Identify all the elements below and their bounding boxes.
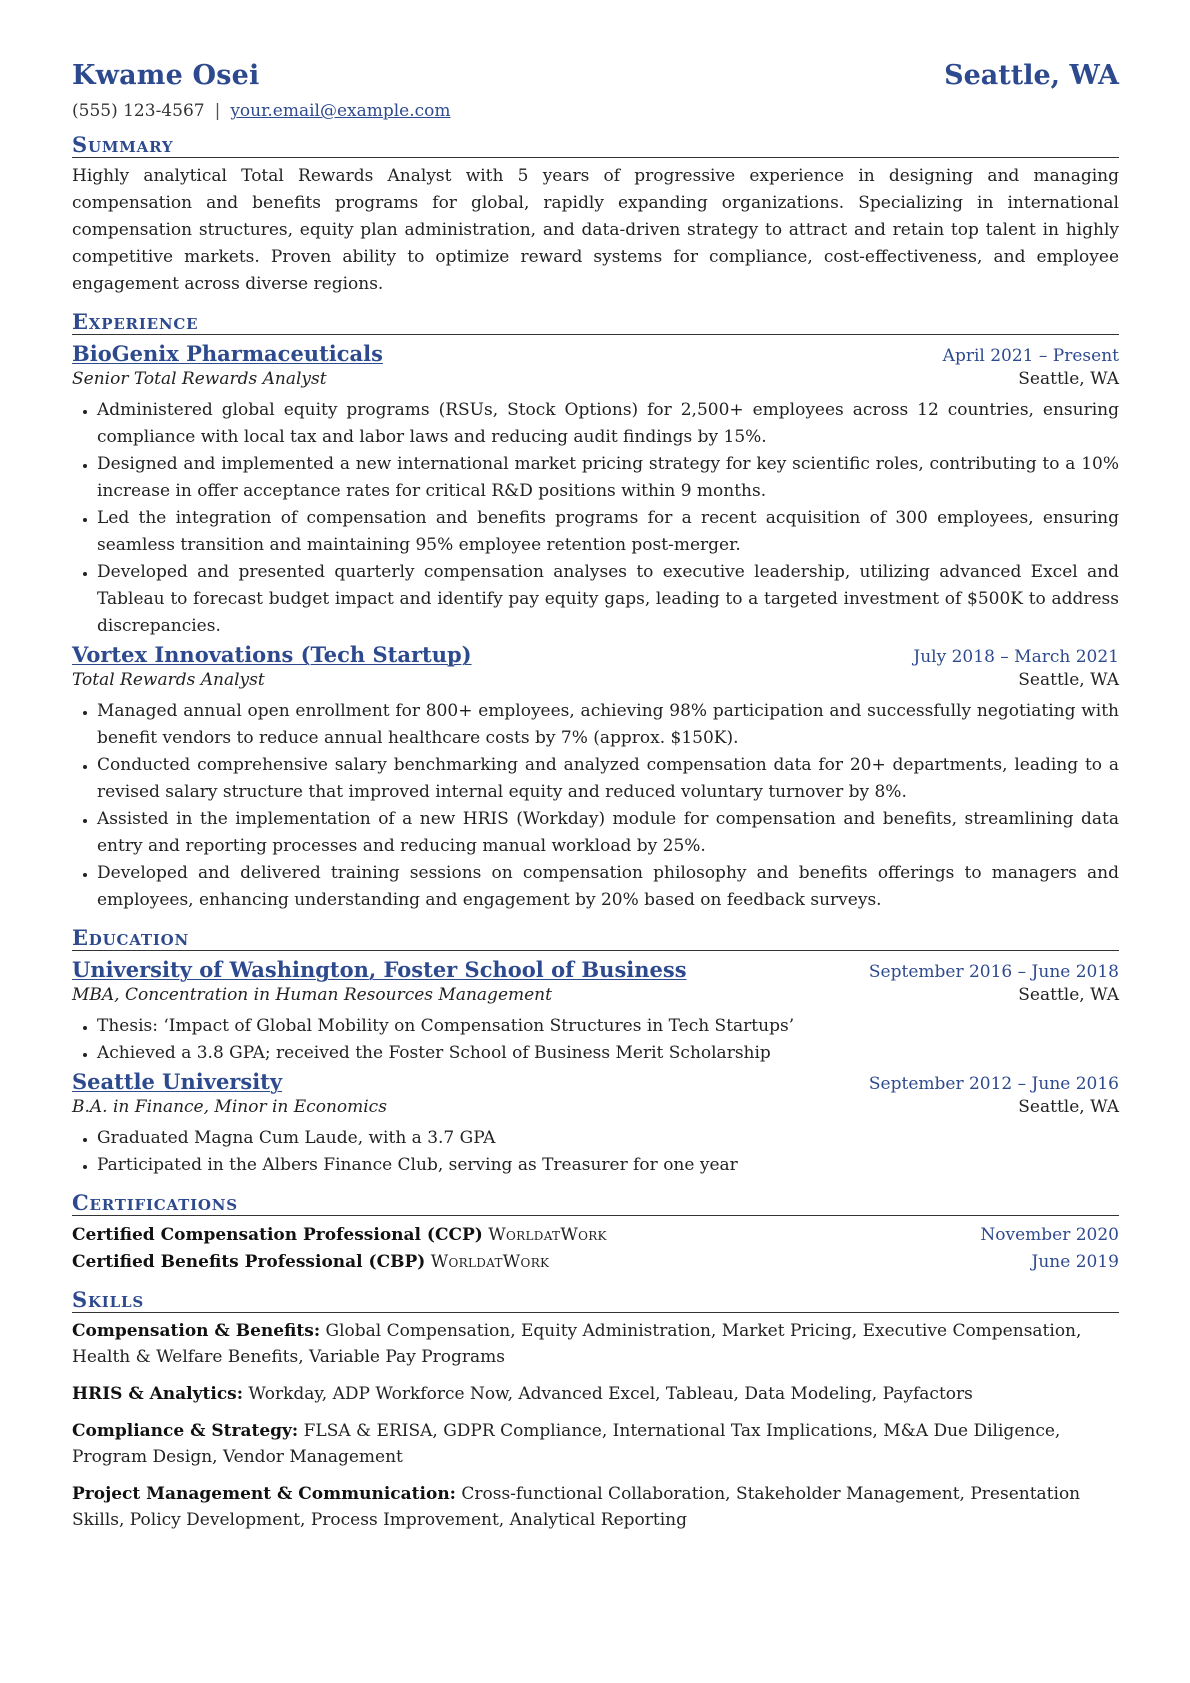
school-name[interactable]: Seattle University	[72, 1069, 283, 1095]
certification-date: November 2020	[980, 1225, 1119, 1246]
certification-item	[72, 1222, 1119, 1249]
education-detail-item: • Participated in the Albers Finance Club, serving as Treasurer for one year	[97, 1152, 1119, 1179]
education-entry	[72, 1069, 1119, 1179]
achievement-item: • Assisted in the implementation of a new HRIS (Workday) module for compensation and benefits, streamlining data entry and reporting processes and reducing manual workload by 25%.	[97, 806, 1119, 860]
degree: B.A. in Finance, Minor in Economics	[72, 1097, 387, 1118]
contact-separator: |	[214, 101, 221, 121]
achievement-list	[72, 397, 1119, 640]
achievement-item: • Led the integration of compensation and benefits programs for a recent acquisition of 300 employees, ensuring seamless transition and maintaining 95% employee retention post-merger.	[97, 505, 1119, 559]
certification-item	[72, 1249, 1119, 1276]
education-detail-item: • Graduated Magna Cum Laude, with a 3.7 GPA	[97, 1125, 1119, 1152]
skill-list: FLSA & ERISA, GDPR Compliance, International Tax Implications, M&A Due Diligence, Program Design, Vendor Management	[72, 1421, 1061, 1468]
certification-issuer: WorldatWork	[488, 1225, 607, 1246]
job-location: Seattle, WA	[1018, 369, 1119, 390]
certification-issuer: WorldatWork	[430, 1252, 550, 1273]
skill-category: Compensation & Benefits:	[72, 1321, 321, 1342]
education-detail-item: • Achieved a 3.8 GPA; received the Foster School of Business Merit Scholarship	[97, 1040, 1119, 1067]
education-detail-list	[72, 1125, 1119, 1179]
achievement-item: • Managed annual open enrollment for 800+ employees, achieving 98% participation and successfully negotiating with benefit vendors to reduce annual healthcare costs by 7% (approx. $150K).	[97, 698, 1119, 752]
section-title-experience: Experience	[72, 310, 1119, 335]
skill-category: HRIS & Analytics:	[72, 1384, 244, 1405]
education-detail-list	[72, 1013, 1119, 1067]
employer-name[interactable]: Vortex Innovations (Tech Startup)	[72, 642, 472, 668]
skill-list: Cross-functional Collaboration, Stakeholder Management, Presentation Skills, Policy Development, Process Improvement, Analytical Reporting	[72, 1484, 1081, 1531]
employer-name[interactable]: BioGenix Pharmaceuticals	[72, 341, 383, 367]
achievement-item: • Administered global equity programs (RSUs, Stock Options) for 2,500+ employees across 12 countries, ensuring compliance with local tax and labor laws and reducing audit findings by 15%.	[97, 397, 1119, 451]
certification-name: Certified Benefits Professional (CBP)	[72, 1252, 426, 1273]
employment-dates: July 2018 – March 2021	[913, 647, 1119, 668]
job-title: Senior Total Rewards Analyst	[72, 369, 327, 390]
summary-text: Highly analytical Total Rewards Analyst with 5 years of progressive experience in designing and managing compensation and benefits programs for global, rapidly expanding organizations. Specializing in international compensation structures, equity plan administration, and data-driven strategy to attract and retain top talent in highly competitive markets. Proven ability to optimize reward systems for compliance, cost-effectiveness, and employee engagement across diverse regions.	[72, 166, 1119, 295]
email-link[interactable]: your.email@example.com	[230, 101, 451, 121]
skill-group	[72, 1418, 1119, 1470]
degree: MBA, Concentration in Human Resources Management	[72, 985, 552, 1006]
section-title-education: Education	[72, 926, 1119, 951]
skill-category: Compliance & Strategy:	[72, 1421, 299, 1442]
skill-group	[72, 1381, 1119, 1407]
skill-group	[72, 1481, 1119, 1533]
certification-name: Certified Compensation Professional (CCP)	[72, 1225, 483, 1246]
experience-entry	[72, 341, 1119, 640]
school-location: Seattle, WA	[1018, 1097, 1119, 1118]
section-title-certifications: Certifications	[72, 1191, 1119, 1216]
skill-list: Global Compensation, Equity Administration, Market Pricing, Executive Compensation, Health & Welfare Benefits, Variable Pay Programs	[72, 1321, 1082, 1368]
candidate-location: Seattle, WA	[944, 60, 1119, 91]
skill-category: Project Management & Communication:	[72, 1484, 456, 1505]
experience-entry	[72, 642, 1119, 914]
education-detail-item: • Thesis: ‘Impact of Global Mobility on Compensation Structures in Tech Startups’	[97, 1013, 1119, 1040]
school-name[interactable]: University of Washington, Foster School of Business	[72, 957, 687, 983]
section-title-summary: Summary	[72, 133, 1119, 158]
achievement-list	[72, 698, 1119, 914]
job-title: Total Rewards Analyst	[72, 670, 265, 691]
achievement-item: • Developed and delivered training sessions on compensation philosophy and benefits offerings to managers and employees, enhancing understanding and engagement by 20% based on feedback surveys.	[97, 860, 1119, 914]
resume-page	[72, 60, 1119, 1533]
certification-list	[72, 1222, 1119, 1276]
employment-dates: April 2021 – Present	[942, 346, 1119, 367]
job-location: Seattle, WA	[1018, 670, 1119, 691]
section-title-skills: Skills	[72, 1288, 1119, 1313]
phone-number: (555) 123-4567	[72, 101, 205, 121]
certification-date: June 2019	[1031, 1252, 1119, 1273]
achievement-item: • Designed and implemented a new international market pricing strategy for key scientific roles, contributing to a 10% increase in offer acceptance rates for critical R&D positions within 9 months.	[97, 451, 1119, 505]
study-dates: September 2016 – June 2018	[868, 962, 1119, 983]
candidate-name: Kwame Osei	[72, 60, 260, 91]
study-dates: September 2012 – June 2016	[868, 1074, 1119, 1095]
contact-line	[72, 101, 1119, 121]
resume-header	[72, 60, 1119, 91]
school-location: Seattle, WA	[1018, 985, 1119, 1006]
skill-group	[72, 1318, 1119, 1370]
achievement-item: • Developed and presented quarterly compensation analyses to executive leadership, utilizing advanced Excel and Tableau to forecast budget impact and identify pay equity gaps, leading to a targeted investment of $500K to address discrepancies.	[97, 559, 1119, 640]
achievement-item: • Conducted comprehensive salary benchmarking and analyzed compensation data for 20+ departments, leading to a revised salary structure that improved internal equity and reduced voluntary turnover by 8%.	[97, 752, 1119, 806]
education-entry	[72, 957, 1119, 1067]
skill-list: Workday, ADP Workforce Now, Advanced Excel, Tableau, Data Modeling, Payfactors	[248, 1384, 973, 1405]
